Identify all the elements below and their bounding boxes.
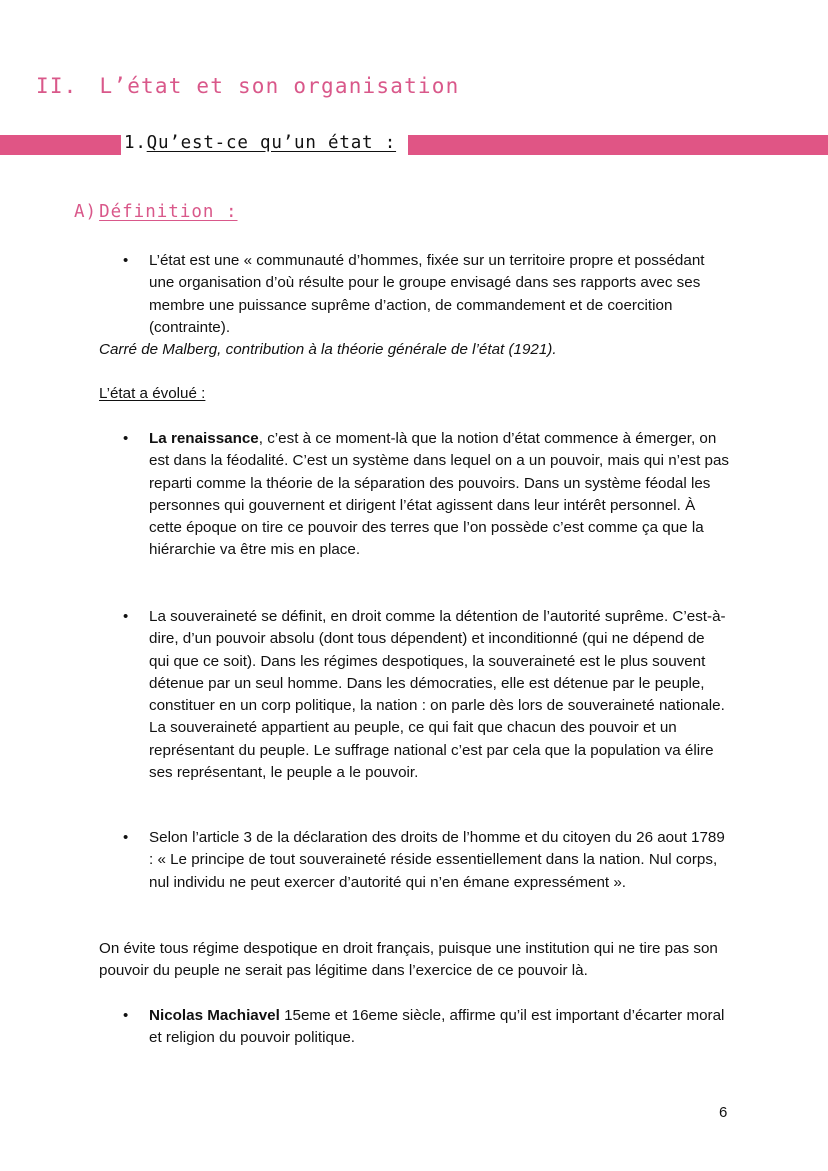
bullet-icon: • — [123, 1007, 129, 1024]
bullet-souverainete — [123, 606, 729, 784]
subsection-number: 1. — [124, 133, 147, 153]
definition-bullet — [123, 250, 729, 339]
page-number: 6 — [719, 1104, 728, 1121]
bullet-renaissance — [123, 428, 730, 562]
bullet-bold: La renaissance — [149, 430, 259, 447]
bullet-bold: Nicolas Machiavel — [149, 1007, 280, 1024]
bullet-text: , c’est à ce moment-là que la notion d’état commence à émerger, on est dans la féodalité. C’est un système dans lequel on a un pouvoir, mais qui n’est pas reparti comme la théorie de la séparation des pouvoirs. Dans un système féodal les personnes qui gouvernent et dirigent l’état agissent dans leur intérêt personnel. À cette époque on tire ce pouvoir des terres que l’on possède c’est comme ça que la hiérarchie va être mis en place. — [149, 430, 730, 559]
bullet-icon: • — [123, 252, 129, 269]
bullet-icon: • — [123, 430, 129, 447]
heading-band-left — [0, 135, 121, 155]
subheading-letter: A) — [74, 202, 98, 222]
subsection-heading — [124, 133, 396, 153]
bullet-text: 15eme et 16eme siècle, affirme qu’il est important d’écarter moral et religion du pouvoir politique. — [149, 1007, 725, 1047]
despotism-paragraph: On évite tous régime despotique en droit français, puisque une institution qui ne tire pas son pouvoir du peuple ne serait pas légitime dans l’exercice de ce pouvoir là. — [99, 940, 718, 980]
subsection-title: Qu’est-ce qu’un état : — [146, 133, 397, 153]
subheading-title: Définition : — [99, 202, 238, 222]
bullet-article-3 — [123, 827, 729, 894]
bullet-icon: • — [123, 829, 129, 846]
citation: Carré de Malberg, contribution à la théorie générale de l’état (1921). — [99, 341, 557, 358]
subheading-definition — [74, 202, 238, 222]
bullet-text: Selon l’article 3 de la déclaration des droits de l’homme et du citoyen du 26 aout 1789 : « Le principe de tout souveraineté réside essentiellement dans la nation. Nul corps, nul individu ne peut exercer d’autorité qui n’en émane expressément ». — [149, 829, 725, 891]
bullet-machiavel — [123, 1005, 729, 1050]
section-number: II. — [36, 74, 78, 98]
section-title: L’état et son organisation — [99, 74, 460, 98]
section-heading — [36, 74, 459, 98]
bullet-text: La souveraineté se définit, en droit comme la détention de l’autorité suprême. C’est-à-dire, d’un pouvoir absolu (dont tous dépendent) et inconditionné (qui ne dépend de qui que ce soit). Dans les régimes despotiques, la souveraineté est le plus souvent détenue par un seul homme. Dans les démocraties, elle est détenue par le peuple, constituer en un corp politique, la nation : on parle dès lors de souveraineté nationale. La souveraineté appartient au peuple, ce qui fait que chacun des pouvoir et un représentant du peuple. Le suffrage national c’est par cela que la population va élire ses représentant, le peuple a le pouvoir. — [149, 608, 726, 782]
bullet-icon: • — [123, 608, 129, 625]
heading-band-right — [408, 135, 828, 155]
evolution-label: L’état a évolué : — [99, 385, 206, 402]
definition-text: L’état est une « communauté d’hommes, fixée sur un territoire propre et possédant une organisation d’où résulte pour le groupe envisagé dans ses rapports avec ses membre une puissance suprême d’action, de commandement et de coercition (contrainte). — [149, 252, 705, 336]
